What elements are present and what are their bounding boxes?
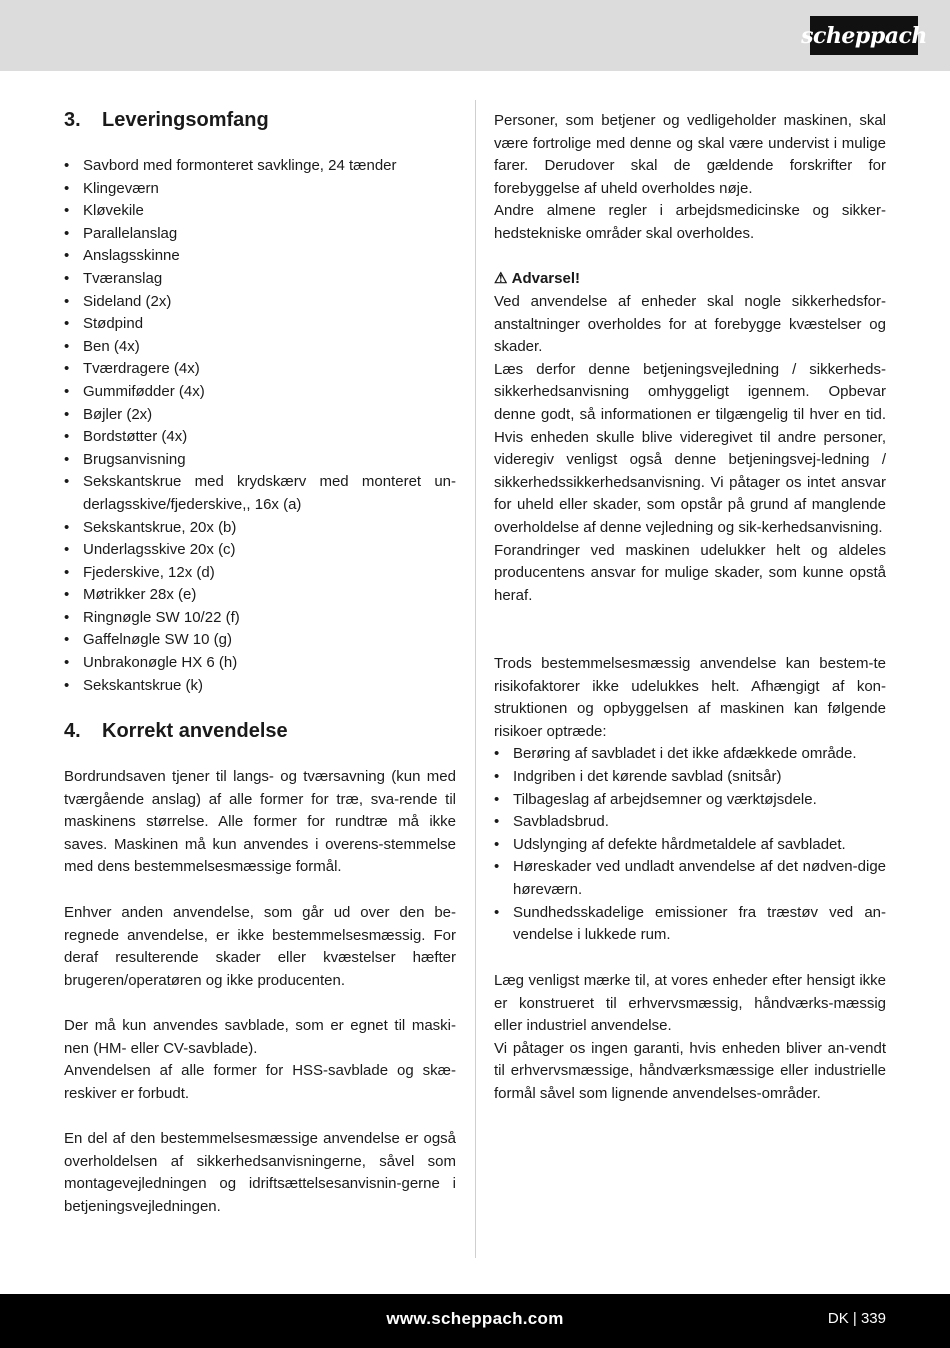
list-item: • Høreskader ved undladt anvendelse af det nødven-dige høreværn.	[494, 856, 886, 901]
list-item: • Tværanslag	[64, 268, 456, 291]
list-item: • Fjederskive, 12x (d)	[64, 562, 456, 585]
list-item: • Udslynging af defekte hårdmetaldele af savbladet.	[494, 834, 886, 857]
list-item: • Ben (4x)	[64, 336, 456, 359]
usage-paragraph-2	[64, 902, 456, 992]
list-item: • Gummifødder (4x)	[64, 381, 456, 404]
section-3-heading	[64, 108, 269, 132]
paragraph: Læs derfor denne betjeningsvejledning / sikkerheds-sikkerhedsanvisning omhyggeligt igennem. Opbevar denne godt, så informationen er tilgængelig til hver en tid. Hvis enheden skulle blive videregivet til andre personer, videregiv venligst også denne betjeningsvej-ledning / sikkerhedssikkerhedsanvisning. Vi påtager os intet ansvar for uheld eller skader, som opstår på grund af manglende overholdelse af denne vejledning og sik-kerhedsanvisning.	[494, 360, 886, 536]
warning-title: Advarsel!	[511, 270, 580, 287]
list-item: • Sekskantskrue (k)	[64, 675, 456, 698]
paragraph: En del af den bestemmelsesmæssige anvendelse er også overholdelsen af sikkerhedsanvisningerne, såvel som montagevejledningen og idriftsættelsesanvisnin-gerne i betjeningsvejledningen.	[64, 1130, 456, 1215]
usage-paragraph-1	[64, 766, 456, 879]
list-item: • Sekskantskrue med krydskærv med monteret un-derlagsskive/fjederskive,, 16x (a)	[64, 471, 456, 516]
list-item: • Sideland (2x)	[64, 291, 456, 314]
paragraph: Bordrundsaven tjener til langs- og tværsavning (kun med tværgående anslag) af alle former for træ, sva-rende til maskinens størrelse. Alle former for rundtræ må ikke saves. Maskinen må kun anvendes i overens-stemmelse med dens bestemmelsesmæssige formål.	[64, 768, 456, 876]
list-item: • Klingeværn	[64, 178, 456, 201]
list-item: • Anslagsskinne	[64, 245, 456, 268]
paragraph: Ved anvendelse af enheder skal nogle sikkerhedsfor-anstaltninger overholdes for at forebygge kvæstelser og skader.	[494, 293, 886, 356]
risk-block	[494, 653, 886, 947]
list-item: • Møtrikker 28x (e)	[64, 584, 456, 607]
list-item: • Ringnøgle SW 10/22 (f)	[64, 607, 456, 630]
paragraph: Enhver anden anvendelse, som går ud over den be-regnede anvendelse, er ikke bestemmelsesmæssig. For deraf resulterende skader eller kvæstelser hæfter brugeren/operatøren og ikke producenten.	[64, 904, 456, 989]
warning-heading	[494, 268, 886, 291]
paragraph: Forandringer ved maskinen udelukker helt og aldeles producentens ansvar for mulige skader, som kunne opstå heraf.	[494, 541, 886, 604]
page-number: DK | 339	[827, 1310, 886, 1327]
list-item: • Kløvekile	[64, 200, 456, 223]
list-item: • Bøjler (2x)	[64, 404, 456, 427]
website-link[interactable]: www.scheppach.com	[386, 1309, 564, 1328]
usage-paragraph-3	[64, 1015, 456, 1105]
scheppach-logo: scheppach	[810, 16, 918, 55]
list-item: • Berøring af savbladet i det ikke afdækkede område.	[494, 743, 886, 766]
delivery-list	[64, 155, 456, 697]
list-item: • Stødpind	[64, 313, 456, 336]
paragraph: Der må kun anvendes savblade, som er egnet til maski-nen (HM- eller CV-savblade).	[64, 1017, 456, 1057]
list-item: • Tilbageslag af arbejdsemner og værktøjsdele.	[494, 789, 886, 812]
warning-block	[494, 291, 886, 607]
list-item: • Brugsanvisning	[64, 449, 456, 472]
list-item: • Unbrakonøgle HX 6 (h)	[64, 652, 456, 675]
list-item: • Gaffelnøgle SW 10 (g)	[64, 629, 456, 652]
section-3-title: Leveringsomfang	[102, 109, 269, 131]
intro-block	[494, 110, 886, 246]
list-item: • Tværdragere (4x)	[64, 358, 456, 381]
list-item: • Savbord med formonteret savklinge, 24 tænder	[64, 155, 456, 178]
list-item: • Sekskantskrue, 20x (b)	[64, 517, 456, 540]
paragraph: Anvendelsen af alle former for HSS-savblade og skæ-reskiver er forbudt.	[64, 1062, 456, 1102]
list-item: • Indgriben i det kørende savblad (snitsår)	[494, 766, 886, 789]
list-item: • Sundhedsskadelige emissioner fra træstøv ved an-vendelse i lukkede rum.	[494, 902, 886, 947]
section-3-number: 3.	[64, 109, 81, 131]
paragraph: Læg venligst mærke til, at vores enheder efter hensigt ikke er konstrueret til erhvervsmæssig, håndværks-mæssig eller industriel anvendelse.	[494, 972, 886, 1035]
list-item: • Parallelanslag	[64, 223, 456, 246]
risk-list	[494, 743, 886, 946]
closing-block	[494, 970, 886, 1106]
paragraph: Andre almene regler i arbejdsmedicinske og sikker-hedstekniske områder skal overholdes.	[494, 202, 886, 242]
column-divider	[475, 100, 476, 1258]
paragraph: Personer, som betjener og vedligeholder maskinen, skal være fortrolige med denne og skal være undervist i mulige farer. Derudover skal de gældende forskrifter for forebyggelse af uheld overholdes nøje.	[494, 112, 886, 197]
header-bar	[0, 0, 950, 71]
footer-bar	[0, 1294, 950, 1348]
warning-triangle-icon: ⚠	[494, 270, 508, 287]
paragraph: Trods bestemmelsesmæssig anvendelse kan bestem-te risikofaktorer ikke udelukkes helt. Afhængigt af kon-struktionen og opbyggelsen af maskinen kan følgende risikoer optræde:	[494, 655, 886, 740]
list-item: • Savbladsbrud.	[494, 811, 886, 834]
usage-paragraph-4	[64, 1128, 456, 1218]
section-4-number: 4.	[64, 720, 81, 742]
section-4-heading	[64, 719, 288, 743]
list-item: • Bordstøtter (4x)	[64, 426, 456, 449]
list-item: • Underlagsskive 20x (c)	[64, 539, 456, 562]
section-4-title: Korrekt anvendelse	[102, 720, 288, 742]
paragraph: Vi påtager os ingen garanti, hvis enheden bliver an-vendt til erhvervsmæssige, håndværksmæssige eller industrielle formål såvel som lignende anvendelses-områder.	[494, 1039, 886, 1102]
